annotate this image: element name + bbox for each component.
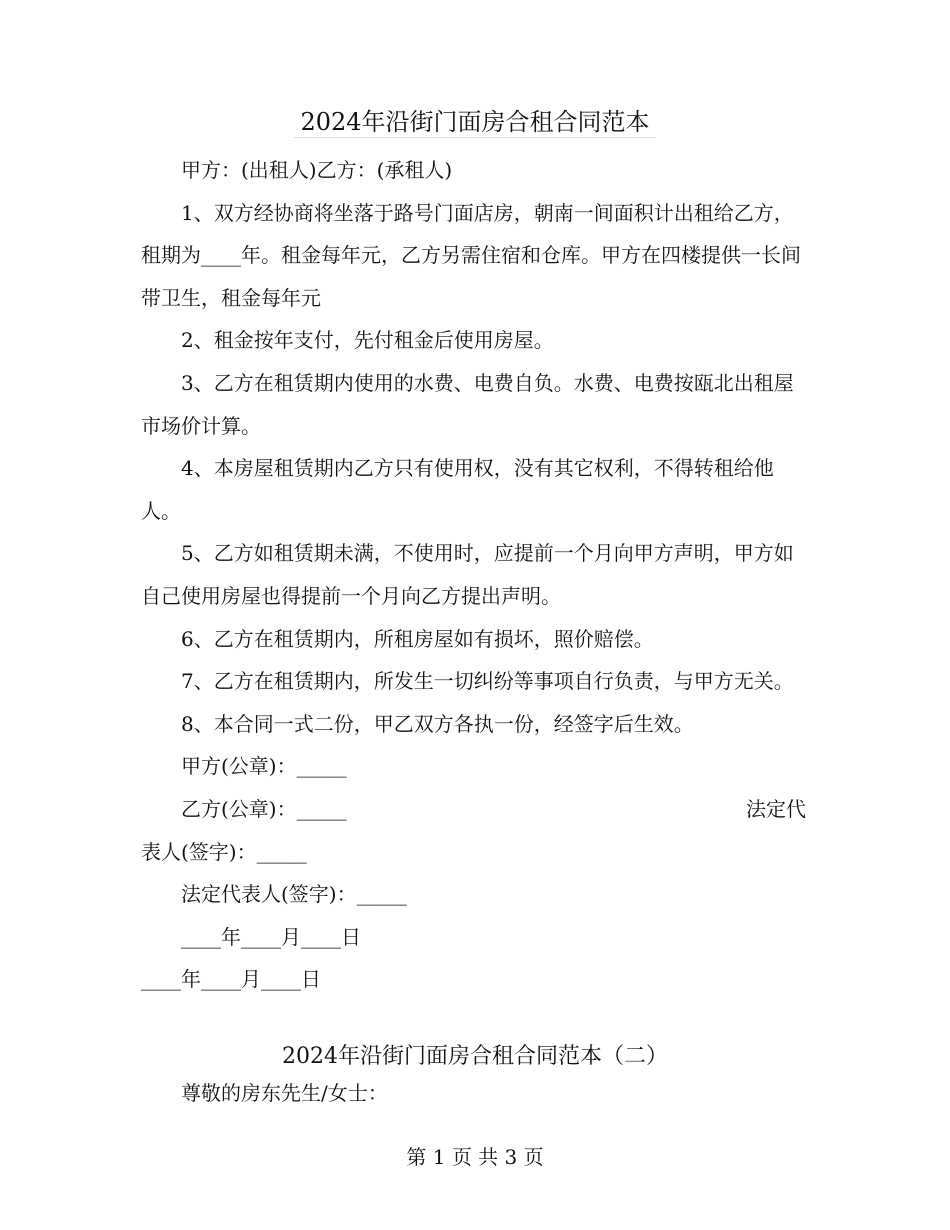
- legal-rep-continued: 表人(签字)：_____: [141, 839, 307, 864]
- date-line-2: ____年____月____日: [141, 967, 321, 992]
- party-b-seal-line: [141, 788, 806, 831]
- parties-line: 甲方：(出租人)乙方：(承租人): [181, 158, 453, 182]
- salutation: 尊敬的房东先生/女士：: [181, 1081, 388, 1105]
- legal-rep-signature-line: 法定代表人(签字)：_____: [181, 882, 407, 907]
- clause-6: 6、乙方在租赁期内，所租房屋如有损坏，照价赔偿。: [181, 626, 654, 651]
- document-body: [141, 149, 806, 1001]
- document-title: [0, 104, 950, 140]
- clause-1: 1、双方经协商将坐落于路号门面店房，朝南一间面积计出租给乙方，租期为____年。租金每年元，乙方另需住宿和仓库。甲方在四楼提供一长间带卫生，租金每年元: [141, 200, 801, 310]
- clause-4: 4、本房屋租赁期内乙方只有使用权，没有其它权利，不得转租给他人。: [141, 456, 774, 523]
- page-footer: 第 1 页 共 3 页: [406, 1145, 544, 1169]
- party-b-seal-text: 乙方(公章)：_____: [181, 796, 347, 821]
- legal-rep-prefix: 法定代: [746, 796, 806, 821]
- second-document-title: 2024年沿街门面房合租合同范本（二）: [282, 1044, 668, 1069]
- date-line-1: ____年____月____日: [181, 924, 361, 949]
- clause-3: 3、乙方在租赁期内使用的水费、电费自负。水费、电费按瓯北出租屋市场价计算。: [141, 370, 794, 438]
- clause-2: 2、租金按年支付，先付租金后使用房屋。: [181, 328, 554, 353]
- document-title-text: 2024年沿街门面房合租合同范本: [294, 108, 655, 138]
- clause-7: 7、乙方在租赁期内，所发生一切纠纷等事项自行负责，与甲方无关。: [181, 669, 794, 694]
- party-a-seal-line: 甲方(公章)：_____: [181, 754, 347, 779]
- clause-8: 8、本合同一式二份，甲乙双方各执一份，经签字后生效。: [181, 711, 694, 736]
- clause-5: 5、乙方如租赁期未满，不使用时，应提前一个月向甲方声明，甲方如自己使用房屋也得提前一个月向乙方提出声明。: [141, 541, 794, 608]
